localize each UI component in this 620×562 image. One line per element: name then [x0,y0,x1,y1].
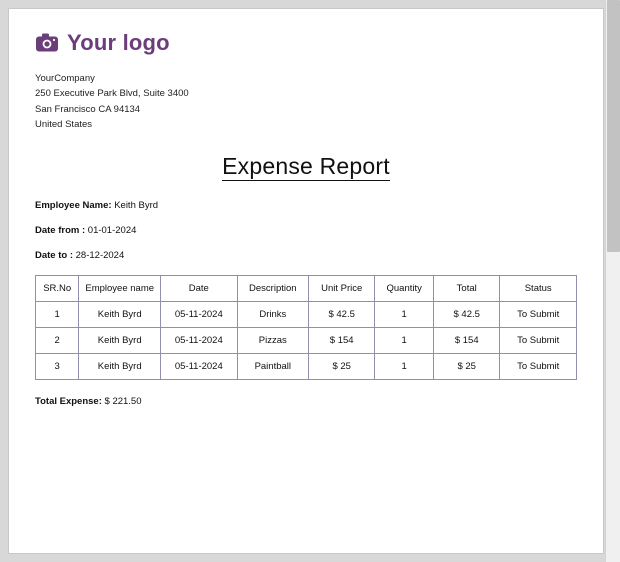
table-header-row [36,275,577,301]
total-expense-label: Total Expense: [35,395,102,407]
page-title-text: Expense Report [222,152,390,179]
employee-name-row [35,200,577,211]
cell-sr: 3 [36,353,79,379]
page-title [35,153,577,180]
cell-employee: Keith Byrd [79,301,161,327]
table-row [36,301,577,327]
cell-total: $ 154 [434,327,500,353]
cell-total: $ 25 [434,353,500,379]
cell-quantity: 1 [375,353,434,379]
vertical-scrollbar[interactable] [605,0,620,562]
cell-sr: 1 [36,301,79,327]
cell-date: 05-11-2024 [161,327,238,353]
document-page [8,8,604,554]
cell-total: $ 42.5 [434,301,500,327]
column-header-sr: SR.No [36,275,79,301]
cell-sr: 2 [36,327,79,353]
cell-description: Pizzas [237,327,308,353]
employee-name-label: Employee Name: [35,199,112,211]
logo-text: Your logo [67,30,170,55]
cell-description: Paintball [237,353,308,379]
cell-date: 05-11-2024 [161,301,238,327]
cell-description: Drinks [237,301,308,327]
column-header-unit-price: Unit Price [309,275,375,301]
table-row [36,327,577,353]
date-to-value: 28-12-2024 [75,249,125,261]
cell-unit-price: $ 154 [309,327,375,353]
document-content [9,9,603,407]
expense-table [35,275,577,380]
date-to-row [35,250,577,261]
total-expense-value: $ 221.50 [104,395,142,407]
cell-status: To Submit [500,327,577,353]
scrollbar-thumb[interactable] [607,0,620,252]
cell-status: To Submit [500,301,577,327]
company-name: YourCompany [35,73,95,84]
cell-employee: Keith Byrd [79,327,161,353]
total-expense-row [35,396,577,407]
column-header-description: Description [237,275,308,301]
cell-date: 05-11-2024 [161,353,238,379]
table-row [36,353,577,379]
camera-icon [35,31,59,55]
column-header-total: Total [434,275,500,301]
cell-quantity: 1 [375,301,434,327]
cell-unit-price: $ 42.5 [309,301,375,327]
company-address [35,71,577,133]
date-from-label: Date from : [35,224,86,236]
cell-quantity: 1 [375,327,434,353]
cell-unit-price: $ 25 [309,353,375,379]
company-address-line2: San Francisco CA 94134 [35,103,141,115]
date-from-value: 01-01-2024 [87,224,137,236]
employee-name-value: Keith Byrd [114,199,159,211]
company-country: United States [35,119,93,131]
cell-status: To Submit [500,353,577,379]
column-header-date: Date [161,275,238,301]
cell-employee: Keith Byrd [79,353,161,379]
date-from-row [35,225,577,236]
date-to-label: Date to : [35,249,73,261]
column-header-status: Status [500,275,577,301]
logo [35,31,577,55]
column-header-quantity: Quantity [375,275,434,301]
column-header-employee: Employee name [79,275,161,301]
company-address-line1: 250 Executive Park Blvd, Suite 3400 [35,88,189,100]
